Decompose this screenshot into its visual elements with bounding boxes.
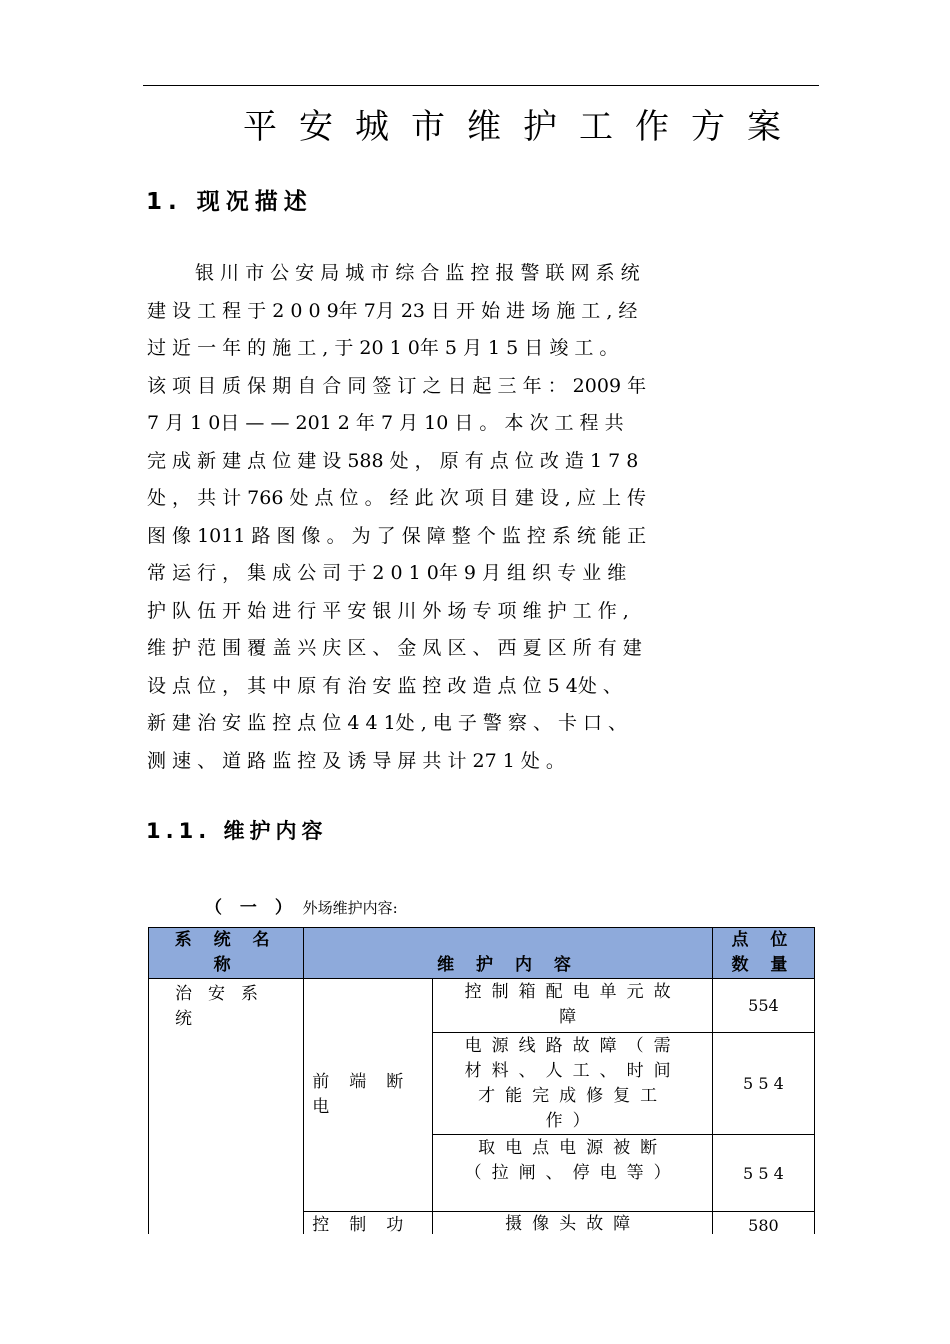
subheading-prefix: （ 一 ） [205, 898, 298, 918]
header-count: 点 位 数 量 [712, 928, 814, 979]
paragraph-line: 常 运 行 ， 集 成 公 司 于 2 0 1 0年 9 月 组 织 专 业 维 [147, 562, 627, 584]
table-header-row [149, 928, 815, 979]
table-row [149, 979, 815, 1033]
page-bottom-mask [0, 1234, 950, 1344]
content-cell: 电源线路故障（需材料、人工、时间才能完成修复工作） [433, 1033, 712, 1135]
header-system-name: 系 统 名 称 [149, 928, 304, 979]
paragraph-line: 测 速 、 道 路 监 控 及 诱 导 屏 共 计 27 1 处 。 [147, 749, 565, 772]
content-cell: 摄像头故障 [433, 1212, 712, 1239]
paragraph-line: 图 像 1011 路 图 像 。 为 了 保 障 整 个 监 控 系 统 能 正 [147, 524, 647, 547]
section-heading-1-1: 1.1. 维护内容 [146, 819, 328, 843]
paragraph-line: 护 队 伍 开 始 进 行 平 安 银 川 外 场 专 项 维 护 工 作 , [147, 599, 629, 622]
subheading [205, 893, 398, 918]
count-cell: 5 5 4 [712, 1033, 814, 1135]
maintenance-table [148, 927, 815, 1239]
subheading-text: 外场维护内容: [302, 899, 398, 917]
top-rule [143, 85, 819, 86]
count-cell: 580 [712, 1212, 814, 1239]
content-cell: 取电点电源被断（拉闸、停电等） [433, 1135, 712, 1212]
paragraph-line: 设 点 位 ， 其 中 原 有 治 安 监 控 改 造 点 位 5 4处 、 [147, 674, 622, 697]
header-content: 维 护 内 容 [304, 928, 713, 979]
count-cell: 5 5 4 [712, 1135, 814, 1212]
group-cell-control: 控制功 [304, 1212, 433, 1239]
paragraph-line: 建 设 工 程 于 2 0 0 9年 7月 23 日 开 始 进 场 施 工 , 经 [147, 299, 638, 322]
system-cell: 治安系统 [149, 979, 304, 1239]
paragraph-line: 银 川 市 公 安 局 城 市 综 合 监 控 报 警 联 网 系 统 [195, 262, 640, 284]
paragraph-line: 该 项 目 质 保 期 自 合 同 签 订 之 日 起 三 年 ： 2009 年 [147, 374, 647, 397]
document-title: 平安城市维护工作方案 [243, 107, 803, 147]
group-cell-power: 前端断电 [304, 979, 433, 1212]
paragraph-line: 过 近 一 年 的 施 工 , 于 20 1 0年 5 月 1 5 日 竣 工 。 [147, 337, 619, 359]
paragraph-line: 7 月 1 0日 — — 201 2 年 7 月 10 日 。 本 次 工 程 共 [147, 412, 624, 434]
count-cell: 554 [712, 979, 814, 1033]
paragraph-line: 完 成 新 建 点 位 建 设 588 处 ， 原 有 点 位 改 造 1 7 8 [147, 449, 639, 472]
body-paragraph [147, 255, 803, 780]
paragraph-line: 处 ， 共 计 766 处 点 位 。 经 此 次 项 目 建 设 , 应 上 传 [147, 487, 647, 509]
paragraph-line: 新 建 治 安 监 控 点 位 4 4 1处 , 电 子 警 察 、 卡 口 、 [147, 712, 628, 734]
content-cell: 控制箱配电单元故障 [433, 979, 712, 1033]
section-heading-1: 1. 现况描述 [146, 189, 313, 215]
paragraph-line: 维 护 范 围 覆 盖 兴 庆 区 、 金 凤 区 、 西 夏 区 所 有 建 [147, 637, 642, 659]
